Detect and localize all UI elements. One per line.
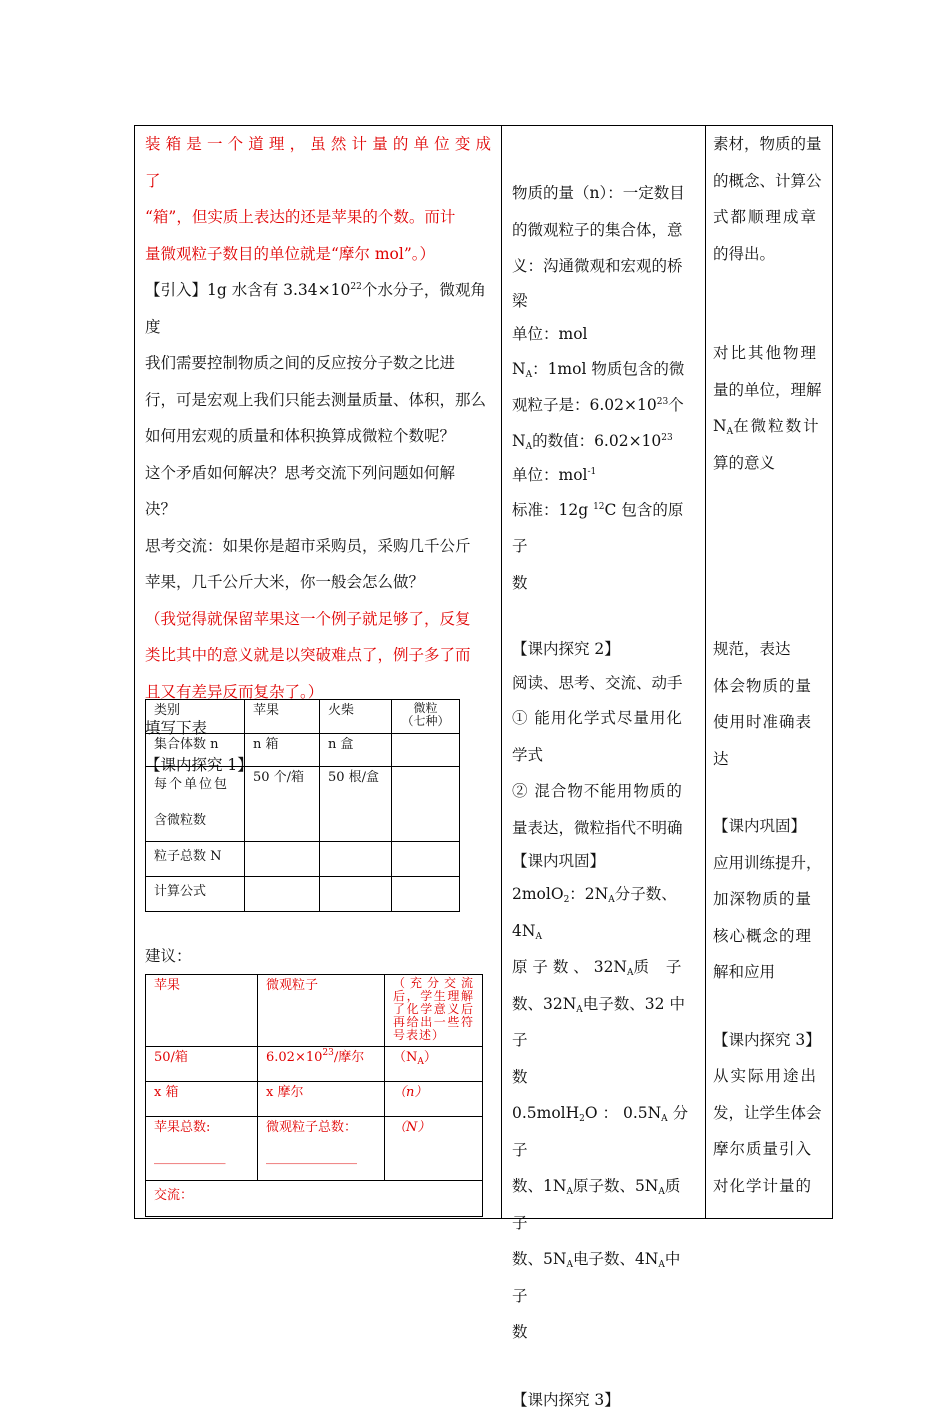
fill-table-label: 填写下表 — [145, 710, 495, 747]
think-line: 苹果，几千公斤大米，你一般会怎么做？ — [145, 564, 495, 601]
table-cell: x 摩尔 — [258, 1082, 385, 1117]
table-header: 火柴 — [320, 700, 392, 734]
lesson-table — [134, 125, 833, 1219]
intent-line: 算的意义 — [713, 445, 827, 482]
o2-line: 原 子 数 、 $32N_A$质 子 — [512, 949, 695, 986]
std-line: 数 — [512, 565, 695, 602]
def-line: 的微观粒子的集合体，意 — [512, 212, 695, 249]
spacer — [512, 1351, 695, 1382]
intent-line: 对比其他物理 — [713, 335, 827, 372]
table-cell — [392, 767, 460, 842]
table-header: 微观粒子 — [258, 975, 385, 1047]
table-cell — [392, 877, 460, 912]
intent-line: 量的单位，理解 — [713, 372, 827, 409]
table-cell: 苹果总数: ___________ — [146, 1117, 258, 1181]
table-cell: 50 个/箱 — [245, 767, 320, 842]
h2o-line: 数、$1N_A$原子数、$5N_A$质子 — [512, 1168, 695, 1241]
table-cell: 微观粒子总数： ______________ — [258, 1117, 385, 1181]
spacer — [713, 991, 827, 1022]
explore2-line: 量表达，微粒指代不明确 — [512, 810, 695, 847]
red-note-line: （我觉得就保留苹果这一个例子就足够了，反复 — [145, 601, 495, 638]
table-header: 苹果 — [245, 700, 320, 734]
table-cell: n 盒 — [320, 734, 392, 767]
table-cell — [392, 842, 460, 877]
table-cell: 粒子总数 N — [146, 842, 245, 877]
spacer — [713, 272, 827, 335]
table-header: 苹果 — [146, 975, 258, 1047]
unit-line: 单位：mol — [512, 317, 695, 351]
red-note-line: 且又有差异反而复杂了。） — [145, 674, 495, 711]
intent-line: 加深物质的量 — [713, 881, 827, 918]
intro-line: 我们需要控制物质之间的反应按分子数之比进 — [145, 345, 495, 382]
intent-line: 【课内巩固】 — [713, 808, 827, 845]
table-header: （充分交流后，学生理解了化学意义后再给出一些符号表述） — [385, 975, 483, 1047]
explore2-line: 阅读、思考、交流、动手 — [512, 666, 695, 700]
na-line: $N_A$：1mol 物质包含的微 — [512, 351, 695, 388]
h2o-line: 0.5molH$_2$O ： $0.5N_A$ 分 子 — [512, 1095, 695, 1168]
think-line: 思考交流：如果你是超市采购员，采购几千公斤 — [145, 528, 495, 565]
table-cell: n 箱 — [245, 734, 320, 767]
table-cell — [245, 842, 320, 877]
intent-line: 发，让学生体会 — [713, 1095, 827, 1132]
column-divider — [705, 126, 706, 1218]
table-cell: $6.02\times 10^{23}/$摩尔 — [258, 1047, 385, 1082]
intent-line: 体会物质的量 — [713, 668, 827, 705]
suggest-label: 建议： — [145, 938, 192, 975]
table-cell — [245, 877, 320, 912]
na-line: 观粒子是：$6.02\times 10^{23}$个 — [512, 387, 695, 424]
spacer — [713, 777, 827, 808]
intent-line: 规范，表达 — [713, 631, 827, 668]
intro-line: 这个矛盾如何解决？思考交流下列问题如何解 — [145, 455, 495, 492]
explore3-heading: 【课内探究 3】 — [512, 1382, 695, 1418]
intro-line: 行，可是宏观上我们只能去测量质量、体积，那么 — [145, 382, 495, 419]
table-cell: 计算公式 — [146, 877, 245, 912]
h2o-line: 数 — [512, 1314, 695, 1351]
explore2-line: ① 能用化学式尽量用化 — [512, 700, 695, 737]
intro-line: 【引入】1g 水含有 $3.34\times 10^{22}$个水分子，微观角度 — [145, 272, 495, 345]
design-intent-column — [713, 126, 827, 1204]
h2o-line: 数、$5N_A$电子数、$4N_A$中子 — [512, 1241, 695, 1314]
intent-line: 从实际用途出 — [713, 1058, 827, 1095]
explore2-heading: 【课内探究 2】 — [512, 632, 695, 666]
red-intro-line: 量微观粒子数目的单位就是“摩尔 mol”。） — [145, 236, 495, 273]
red-intro-line: “箱”，但实质上表达的还是苹果的个数。而计 — [145, 199, 495, 236]
o2-line: 数 — [512, 1059, 695, 1096]
unit-line: 单位：mol$^{-1}$ — [512, 458, 695, 492]
teaching-process-column — [145, 126, 495, 783]
def-line: 梁 — [512, 285, 695, 317]
explore1-heading: 【课内探究 1】 — [145, 747, 495, 784]
def-line: 物质的量（n）：一定数目 — [512, 175, 695, 212]
table-cell: 每个单位包 含微粒数 — [146, 767, 245, 842]
table-cell: x 箱 — [146, 1082, 258, 1117]
table-cell: （n） — [385, 1082, 483, 1117]
intent-line: 达 — [713, 741, 827, 778]
intent-line: 解和应用 — [713, 954, 827, 991]
content-column — [512, 175, 695, 1418]
suggestion-table — [145, 974, 483, 1217]
red-intro-line: 装箱是一个道理，虽然计量的单位变成了 — [145, 126, 495, 199]
intent-line: 核心概念的理 — [713, 918, 827, 955]
explore2-line: 学式 — [512, 737, 695, 774]
table-cell: 集合体数 n — [146, 734, 245, 767]
intent-line: 应用训练提升， — [713, 845, 827, 882]
intent-line: 的得出。 — [713, 236, 827, 273]
intent-line: 对化学计量的 — [713, 1168, 827, 1205]
table-header: 微粒 （七种） — [392, 700, 460, 734]
red-note-line: 类比其中的意义就是以突破难点了，例子多了而 — [145, 637, 495, 674]
explore1-table — [145, 699, 460, 912]
std-line: 标准：12g $^{12}$C 包含的原子 — [512, 492, 695, 565]
o2-line: 2molO$_2$：$2N_A$分子数、$4N_A$ — [512, 876, 695, 949]
table-cell — [320, 877, 392, 912]
table-cell: （N） — [385, 1117, 483, 1181]
spacer — [713, 481, 827, 631]
intent-line: 【课内探究 3】 — [713, 1022, 827, 1059]
intent-line: 的概念、计算公 — [713, 163, 827, 200]
spacer — [512, 601, 695, 632]
intent-line: 式都顺理成章 — [713, 199, 827, 236]
na-line: $N_A$的数值：$6.02\times 10^{23}$ — [512, 424, 695, 458]
explore2-line: ② 混合物不能用物质的 — [512, 773, 695, 810]
intent-line: $N_A$在微粒数计 — [713, 408, 827, 445]
table-cell: $(N_A)$ — [385, 1047, 483, 1082]
intent-line: 素材，物质的量 — [713, 126, 827, 163]
table-cell: 50 根/盒 — [320, 767, 392, 842]
table-cell — [320, 842, 392, 877]
o2-line: 数、$32N_A$电子数、32 中子 — [512, 986, 695, 1059]
table-cell: 50/箱 — [146, 1047, 258, 1082]
consolidate-heading: 【课内巩固】 — [512, 846, 695, 876]
table-header: 类别 — [146, 700, 245, 734]
table-cell: 交流： — [146, 1181, 483, 1217]
intro-line: 决？ — [145, 491, 495, 528]
table-cell — [392, 734, 460, 767]
intent-line: 使用时准确表 — [713, 704, 827, 741]
intro-line: 如何用宏观的质量和体积换算成微粒个数呢？ — [145, 418, 495, 455]
intent-line: 摩尔质量引入 — [713, 1131, 827, 1168]
def-line: 义：沟通微观和宏观的桥 — [512, 248, 695, 285]
column-divider — [501, 126, 502, 1218]
